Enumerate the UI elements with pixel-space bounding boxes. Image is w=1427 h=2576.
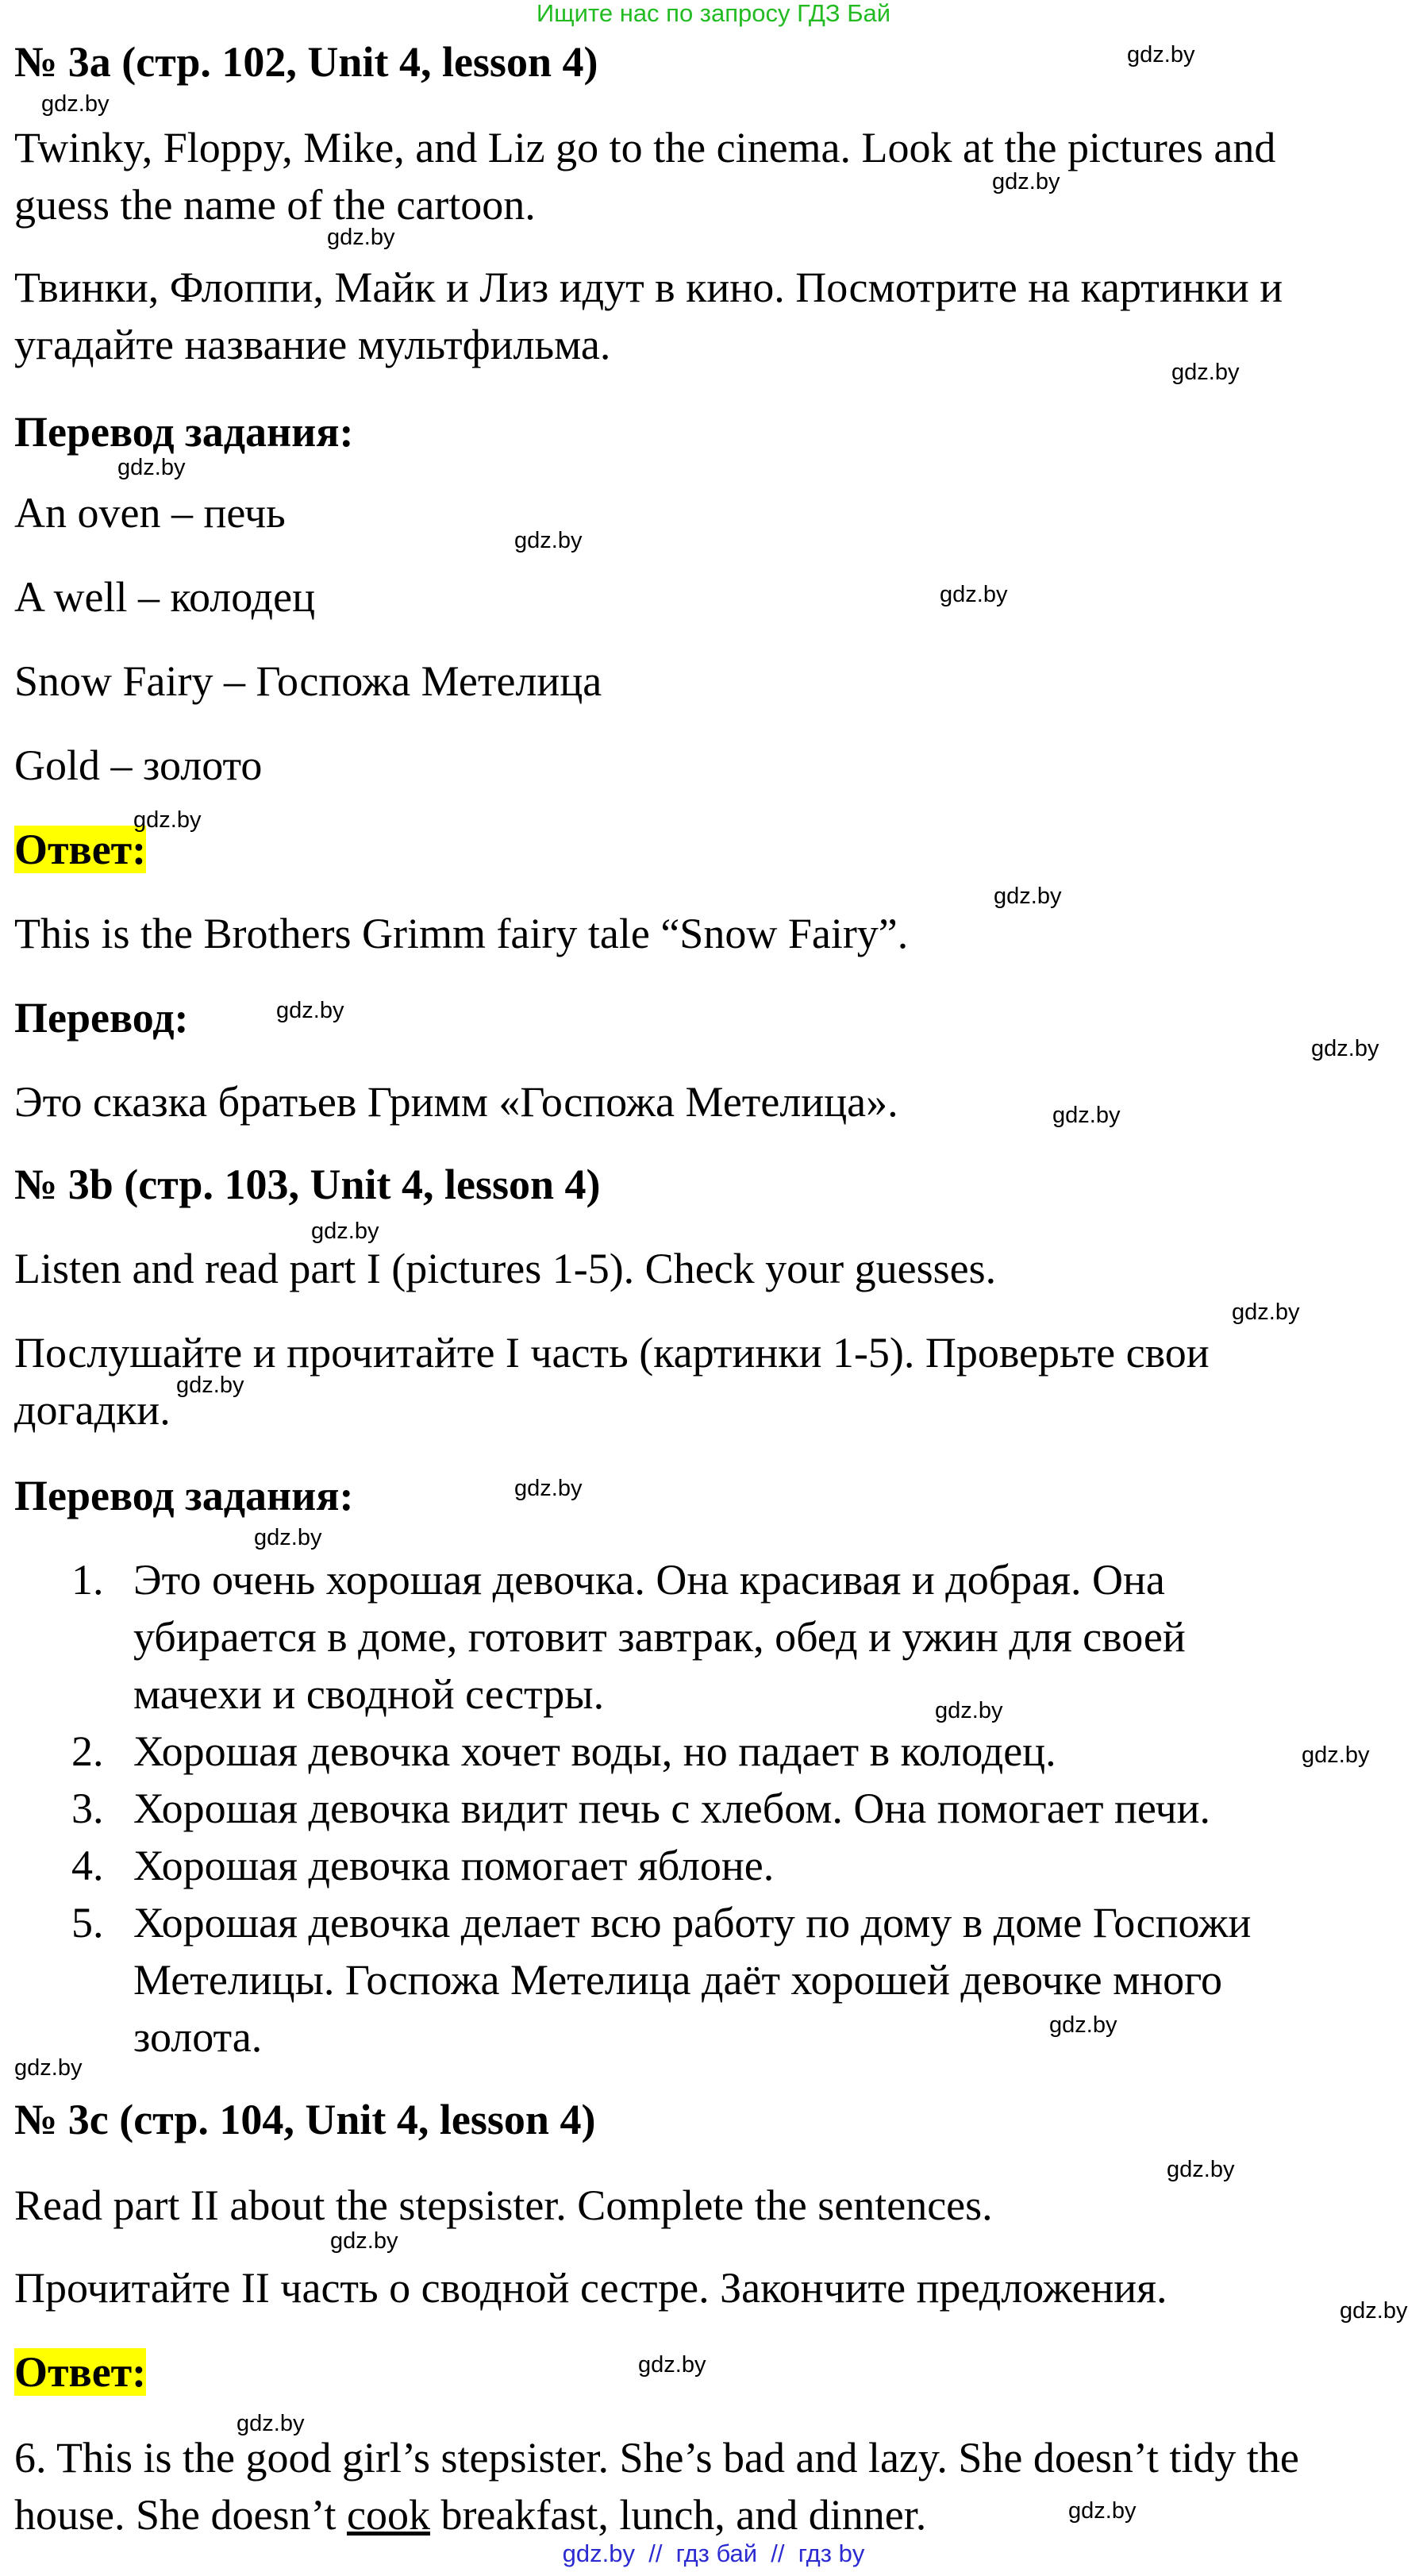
- list-item-line: Хорошая девочка делает всю работу по дому в доме Госпожи: [133, 1899, 1252, 1946]
- list-item-line: золота.: [133, 2013, 263, 2061]
- watermark: gdz.by: [1052, 1103, 1121, 1128]
- watermark: gdz.by: [1049, 2012, 1117, 2038]
- vocab-item: Gold – золото: [14, 741, 263, 789]
- footer-banner: gdz.by // гдз бай // гдз by: [562, 2539, 865, 2567]
- watermark: gdz.by: [1232, 1300, 1300, 1325]
- ex3b-task-en: Listen and read part I (pictures 1-5). Check your guesses.: [14, 1245, 997, 1292]
- list-item-number: 5.: [71, 1899, 104, 1946]
- ex3b-heading: № 3b (стр. 103, Unit 4, lesson 4): [14, 1161, 601, 1208]
- ex3a-heading: № 3a (стр. 102, Unit 4, lesson 4): [14, 38, 598, 86]
- vocab-item: An oven – печь: [14, 489, 286, 537]
- vocab-item: A well – колодец: [14, 573, 316, 621]
- watermark: gdz.by: [638, 2352, 706, 2378]
- answer-text: house. She doesn’t: [14, 2491, 347, 2539]
- list-item-line: Хорошая девочка хочет воды, но падает в колодец.: [133, 1727, 1056, 1775]
- watermark: gdz.by: [237, 2411, 305, 2436]
- watermark: gdz.by: [1340, 2298, 1408, 2324]
- list-item-line: Это очень хорошая девочка. Она красивая и добрая. Она: [133, 1556, 1165, 1604]
- ex3a-task-en-line1: Twinky, Floppy, Mike, and Liz go to the cinema. Look at the pictures and: [14, 124, 1276, 171]
- watermark: gdz.by: [330, 2228, 398, 2254]
- list-item-line: мачехи и сводной сестры.: [133, 1670, 605, 1718]
- watermark: gdz.by: [994, 884, 1062, 909]
- ex3c-task-ru: Прочитайте II часть о сводной сестре. Закончите предложения.: [14, 2264, 1167, 2312]
- watermark: gdz.by: [14, 2055, 83, 2081]
- underlined-word: cook: [346, 2491, 430, 2539]
- ex3a-answer-label: [14, 821, 146, 878]
- ex3b-task-ru-line1: Послушайте и прочитайте I часть (картинки 1-5). Проверьте свои: [14, 1329, 1210, 1377]
- answer-highlight: Ответ:: [14, 826, 147, 873]
- watermark: gdz.by: [514, 528, 583, 553]
- watermark: gdz.by: [1127, 42, 1195, 67]
- list-item-line: Метелицы. Госпожа Метелица даёт хорошей девочке много: [133, 1956, 1222, 2004]
- list-item-line: убирается в доме, готовит завтрак, обед и ужин для своей: [133, 1613, 1186, 1661]
- ex3b-task-ru-line2: догадки.: [14, 1386, 171, 1434]
- ex3a-translation-heading: Перевод задания:: [14, 408, 354, 456]
- watermark: gdz.by: [41, 91, 110, 117]
- watermark: gdz.by: [276, 998, 344, 1023]
- watermark: gdz.by: [1167, 2157, 1235, 2182]
- watermark: gdz.by: [133, 807, 202, 833]
- watermark: gdz.by: [992, 169, 1060, 194]
- ex3a-translation: Это сказка братьев Гримм «Госпожа Метелица».: [14, 1078, 898, 1126]
- watermark: gdz.by: [1068, 2498, 1137, 2524]
- answer-text: breakfast, lunch, and dinner.: [429, 2491, 927, 2539]
- vocab-item: Snow Fairy – Госпожа Метелица: [14, 657, 602, 705]
- ex3a-task-ru-line1: Твинки, Флоппи, Майк и Лиз идут в кино. Посмотрите на картинки и: [14, 264, 1283, 311]
- ex3a-task-ru-line2: угадайте название мультфильма.: [14, 321, 611, 368]
- list-item-number: 4.: [71, 1842, 104, 1889]
- ex3a-translation-label: Перевод:: [14, 994, 189, 1042]
- watermark: gdz.by: [1302, 1742, 1370, 1768]
- watermark: gdz.by: [176, 1373, 244, 1398]
- watermark: gdz.by: [1171, 360, 1240, 385]
- ex3c-task-en: Read part II about the stepsister. Complete the sentences.: [14, 2181, 993, 2229]
- list-item-number: 3.: [71, 1785, 104, 1832]
- watermark: gdz.by: [514, 1476, 583, 1501]
- list-item-line: Хорошая девочка видит печь с хлебом. Она помогает печи.: [133, 1785, 1211, 1832]
- watermark: gdz.by: [935, 1698, 1003, 1723]
- ex3a-answer: This is the Brothers Grimm fairy tale “Snow Fairy”.: [14, 910, 909, 957]
- ex3c-answer-line1: 6. This is the good girl’s stepsister. She’s bad and lazy. She doesn’t tidy the: [14, 2434, 1299, 2482]
- watermark: gdz.by: [327, 225, 395, 250]
- top-banner: Ищите нас по запросу ГДЗ Бай: [536, 0, 891, 27]
- watermark: gdz.by: [311, 1219, 379, 1244]
- ex3c-heading: № 3c (стр. 104, Unit 4, lesson 4): [14, 2096, 596, 2143]
- ex3c-answer-line2: [14, 2486, 926, 2543]
- watermark: gdz.by: [117, 455, 186, 480]
- ex3b-translation-heading: Перевод задания:: [14, 1472, 354, 1519]
- watermark: gdz.by: [254, 1525, 322, 1550]
- list-item-number: 2.: [71, 1727, 104, 1775]
- answer-highlight: Ответ:: [14, 2348, 147, 2396]
- ex3a-task-en-line2: guess the name of the cartoon.: [14, 181, 536, 229]
- watermark: gdz.by: [1311, 1036, 1379, 1061]
- watermark: gdz.by: [940, 582, 1008, 607]
- list-item-line: Хорошая девочка помогает яблоне.: [133, 1842, 775, 1889]
- list-item-number: 1.: [71, 1556, 104, 1604]
- ex3c-answer-label: [14, 2343, 146, 2401]
